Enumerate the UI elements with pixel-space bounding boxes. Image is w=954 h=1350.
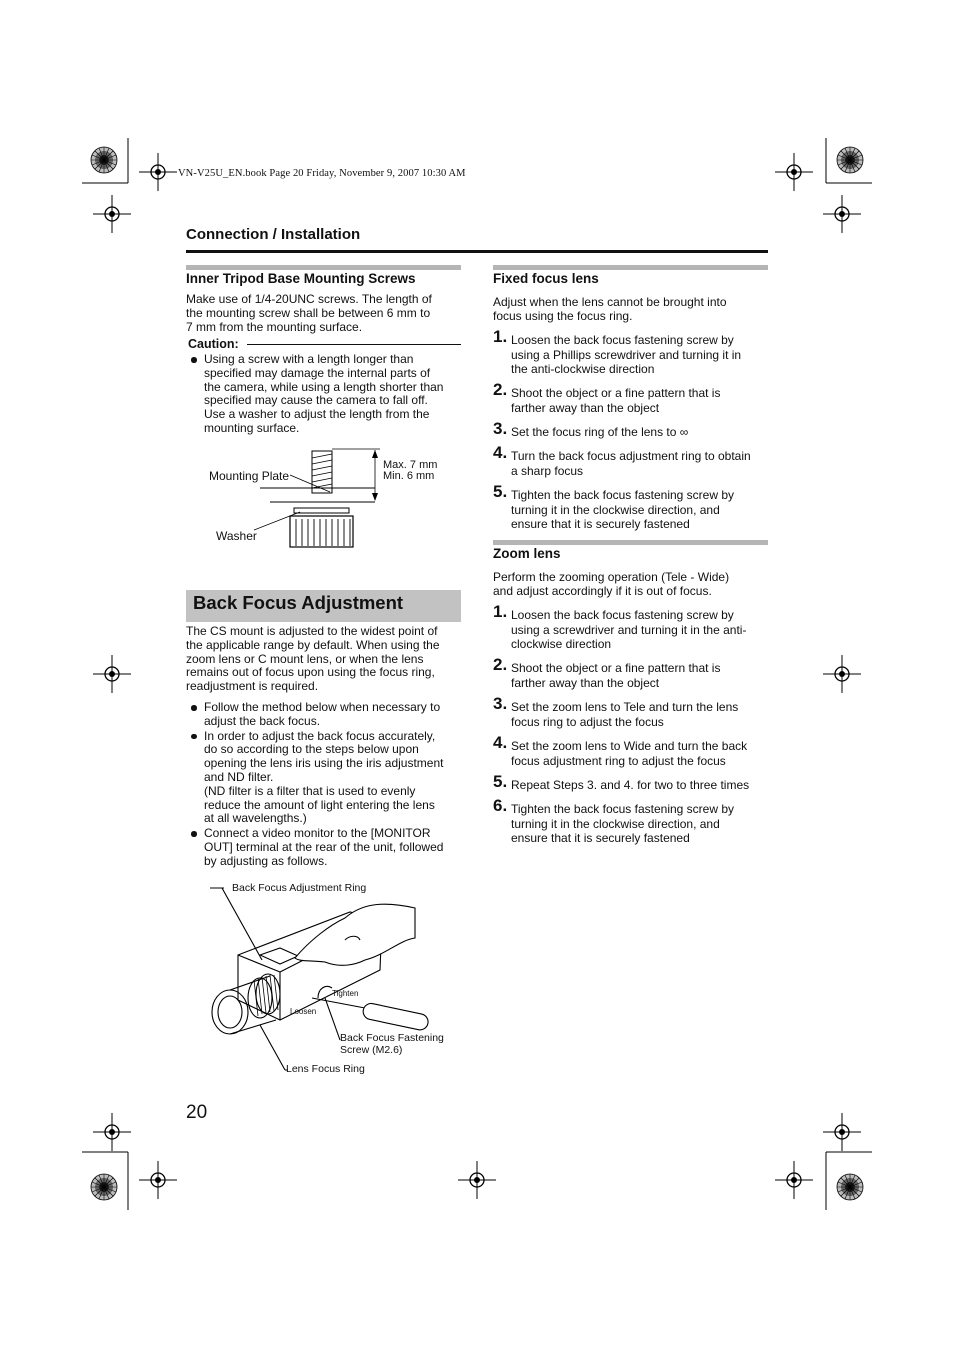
fixed-rule [493, 265, 768, 270]
bfa-bullet: Follow the method below when necessary to adjust the back focus. [186, 701, 470, 729]
min-label: Min. 6 mm [383, 470, 435, 482]
title-rule [186, 250, 768, 253]
bfa-bullet: In order to adjust the back focus accurately, do so according to the steps below upon opening the lens iris using the iris adjustment and ND filter. (ND filter is a filter that is used to evenly reduce the amount of light entering the lens at all wavelengths.) [186, 730, 470, 827]
ring-label: Back Focus Adjustment Ring [232, 882, 367, 894]
zoom-heading: Zoom lens [493, 546, 561, 561]
bfa-intro: The CS mount is adjusted to the widest point of the applicable range by default. When using the zoom lens or C mount lens, or when the lens remains out of focus upon using the focus ring, readjustment is required. [186, 624, 440, 694]
section-title: Connection / Installation [186, 226, 361, 243]
tripod-rule [186, 265, 461, 270]
step-item: 6. Tighten the back focus fastening screw by turning it in the clockwise direction, and ensure that it is securely fastened [493, 795, 735, 846]
step-item: 1. Loosen the back focus fastening screw by using a Phillips screwdriver and turning it in the anti-clockwise direction [493, 327, 742, 377]
mounting-plate-label: Mounting Plate [209, 469, 290, 483]
step-item: 3. Set the zoom lens to Tele and turn the lens focus ring to adjust the focus [493, 694, 739, 729]
lens-ring-label: Lens Focus Ring [286, 1063, 365, 1075]
zoom-intro: Perform the zooming operation (Tele - Wide) and adjust accordingly if it is out of focus. [493, 570, 730, 598]
step-item: 2. Shoot the object or a fine pattern that is farther away than the object [493, 655, 721, 690]
step-item: 3. Set the focus ring of the lens to ∞ [493, 419, 689, 440]
tripod-text: Make use of 1/4-20UNC screws. The length of the mounting screw shall be between 6 mm to 7 mm from the mounting surface. [186, 292, 432, 334]
step-item: 5. Tighten the back focus fastening screw by turning it in the clockwise direction, and ensure that it is securely fastened [493, 482, 735, 532]
caution-list [186, 353, 468, 437]
tripod-heading: Inner Tripod Base Mounting Screws [186, 271, 416, 286]
bfa-bullet: Connect a video monitor to the [MONITOR OUT] terminal at the rear of the unit, followed by adjusting as follows. [186, 827, 470, 868]
step-item: 4. Turn the back focus adjustment ring to obtain a sharp focus [493, 443, 751, 478]
step-item: 5. Repeat Steps 3. and 4. for two to three times [493, 771, 750, 792]
fixed-steps [493, 327, 773, 542]
screw-label: Back Focus Fastening Screw (M2.6) [340, 1032, 444, 1056]
page-number: 20 [186, 1102, 208, 1123]
fixed-intro: Adjust when the lens cannot be brought into focus using the focus ring. [493, 295, 727, 323]
caution-label: Caution: [188, 337, 239, 351]
loosen-label: Loosen [290, 1007, 317, 1016]
washer-label: Washer [216, 529, 257, 543]
bfa-title: Back Focus Adjustment [193, 592, 404, 613]
book-header: VN-V25U_EN.book Page 20 Friday, November 9, 2007 10:30 AM [178, 168, 466, 179]
caution-line [247, 344, 461, 345]
max-label: Max. 7 mm [383, 459, 438, 471]
zoom-steps [493, 602, 773, 855]
tighten-label: Tighten [332, 989, 359, 998]
caution-item: Using a screw with a length longer than specified may damage the internal parts of the camera, while using a length shorter than specified may cause the camera to fall off. Use a washer to adjust the length from the mounting surface. [186, 353, 468, 436]
step-item: 2. Shoot the object or a fine pattern that is farther away than the object [493, 380, 721, 415]
step-item: 1. Loosen the back focus fastening screw by using a screwdriver and turning it in the anti- clockwise direction [493, 602, 747, 652]
bfa-bullets [186, 701, 470, 870]
fixed-heading: Fixed focus lens [493, 271, 599, 286]
zoom-rule [493, 540, 768, 545]
step-item: 4. Set the zoom lens to Wide and turn the back focus adjustment ring to adjust the focus [493, 732, 748, 768]
